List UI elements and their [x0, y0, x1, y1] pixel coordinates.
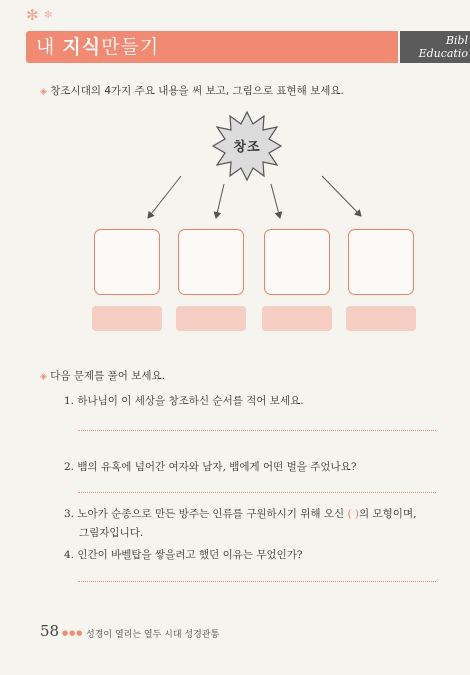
drawing-box-3[interactable]: [264, 229, 330, 295]
section1-instruction: ◈ 창조시대의 4가지 주요 내용을 써 보고, 그림으로 표현해 보세요.: [40, 85, 344, 97]
question-3: 3. 노아가 순종으로 만든 방주는 인류를 구원하시기 위해 오신 ( )의 모형이며,: [64, 508, 417, 520]
answer-line-1[interactable]: [78, 430, 436, 431]
drawing-box-1[interactable]: [94, 229, 160, 295]
question-4: 4. 인간이 바벨탑을 쌓을려고 했던 이유는 무었인가?: [64, 549, 303, 561]
diamond-bullet-icon: ◈: [40, 87, 47, 97]
tab-label-line2: Educatio: [418, 47, 468, 60]
answer-field-2[interactable]: [176, 306, 246, 331]
page-number: 58: [40, 622, 60, 640]
drawing-box-2[interactable]: [178, 229, 244, 295]
page-title: 내 지식만들기: [36, 36, 160, 58]
answer-field-3[interactable]: [262, 306, 332, 331]
answer-field-4[interactable]: [346, 306, 416, 331]
flower-ornament-icon: ✻: [26, 6, 39, 24]
creation-center-label: 창조: [233, 140, 261, 155]
footer-dots-icon: ●●●: [62, 629, 84, 637]
book-title: 성경이 열리는 열두 시대 성경관통: [86, 630, 220, 640]
question-1: 1. 하나님이 이 세상을 창조하신 순서를 적어 보세요.: [64, 395, 304, 407]
fill-in-blank[interactable]: ( ): [347, 508, 360, 520]
small-flower-ornament-icon: ✻: [44, 10, 53, 21]
answer-line-2[interactable]: [78, 492, 436, 493]
drawing-box-4[interactable]: [348, 229, 414, 295]
question-3-line2: 그림자입니다.: [79, 527, 144, 539]
diamond-bullet-icon: ◈: [40, 372, 47, 382]
answer-field-1[interactable]: [92, 306, 162, 331]
question-2: 2. 뱀의 유혹에 넘어간 여자와 남자, 뱀에게 어떤 벌을 주었나요?: [64, 461, 357, 473]
section2-instruction: ◈ 다음 문제를 풀어 보세요.: [40, 370, 166, 382]
answer-line-4[interactable]: [78, 581, 436, 582]
tab-label-line1: Bibl: [445, 34, 468, 47]
